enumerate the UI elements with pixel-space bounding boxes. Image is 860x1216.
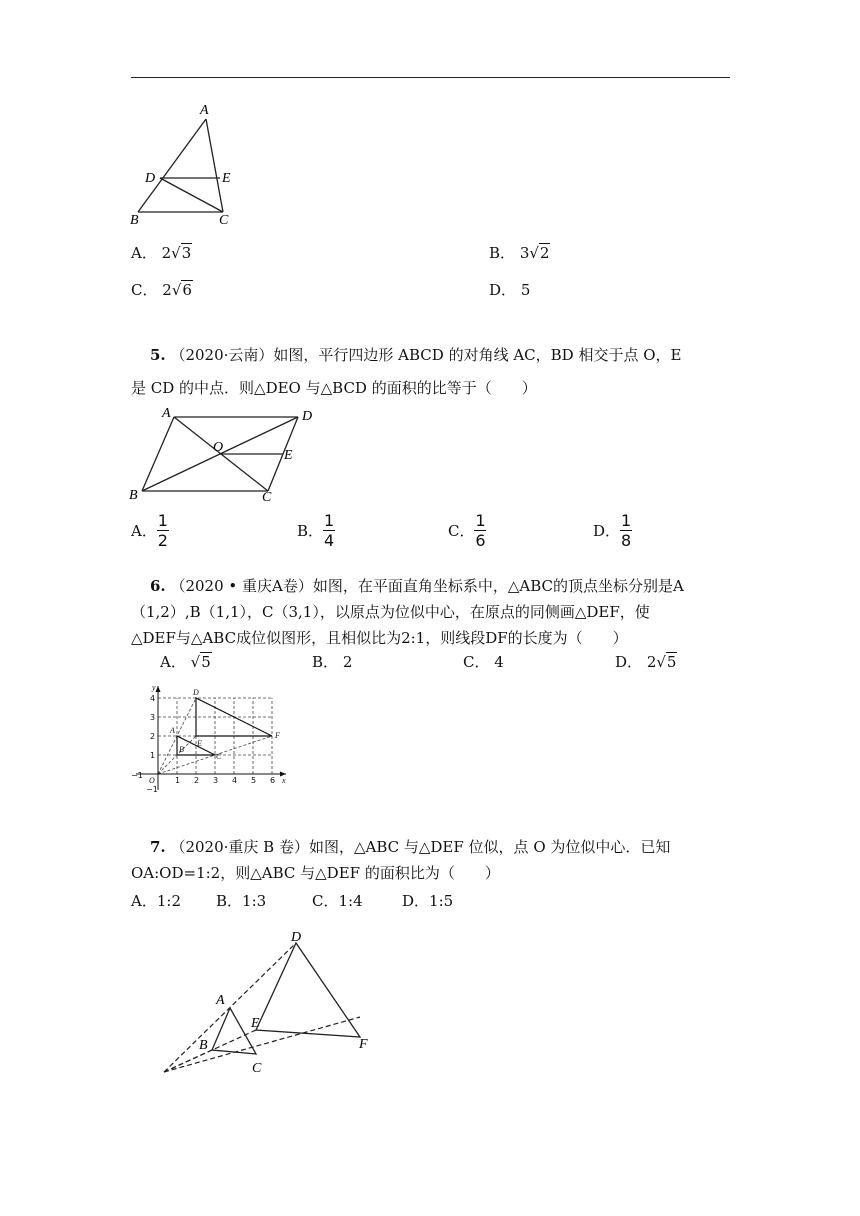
q4-option-d: D． 5: [489, 281, 531, 299]
q7-label-a: A: [216, 993, 225, 1008]
q5-label-a: A: [162, 406, 171, 421]
q4-label-d: D: [145, 171, 156, 186]
q4-label-a: A: [200, 103, 209, 118]
q5-option-c: C． $\frac{1}{6}$: [448, 511, 486, 550]
q4-triangle-figure: [128, 100, 248, 228]
q6-ytick-4: 4: [150, 694, 156, 703]
q6-x-axis-label: x: [282, 776, 286, 785]
q7-stem-line2: OA:OD=1:2，则△ABC 与△DEF 的面积比为（ ）: [131, 864, 500, 882]
q6-point-f: F: [275, 731, 280, 740]
q4-option-c: C． 2√6: [131, 281, 192, 299]
q7-label-e: E: [251, 1016, 260, 1031]
q6-y-axis-label: y: [152, 683, 156, 692]
q7-homothety-figure: [150, 920, 390, 1085]
q4-label-e: E: [222, 171, 231, 186]
q7-label-d: D: [291, 930, 302, 945]
q7-label-b: B: [199, 1038, 208, 1053]
header-rule: [131, 77, 730, 78]
q6-xtick-4: 4: [232, 776, 238, 785]
q5-stem: 5. （2020·云南）如图，平行四边形 ABCD 的对角线 AC，BD 相交于点 O，E: [150, 346, 682, 364]
q5-label-d: D: [302, 409, 313, 424]
q6-point-a: A: [170, 726, 175, 735]
q6-point-e: E: [197, 739, 202, 748]
q6-xtick-6: 6: [270, 776, 276, 785]
q6-xtick-3: 3: [213, 776, 219, 785]
q6-point-d: D: [193, 688, 199, 697]
q6-option-a: A． √5: [160, 653, 211, 671]
q5-option-b: B． $\frac{1}{4}$: [297, 511, 335, 550]
q7-option-c: C．1:4: [312, 892, 363, 910]
q5-label-c: C: [262, 490, 272, 505]
q7-stem-line1: 7. （2020·重庆 B 卷）如图，△ABC 与△DEF 位似，点 O 为位似中心．已知: [150, 838, 671, 856]
q7-option-a: A．1:2: [131, 892, 181, 910]
q6-option-c: C． 4: [463, 653, 504, 671]
q6-point-b: B: [179, 745, 184, 754]
q6-stem-line3: △DEF与△ABC成位似图形，且相似比为2:1，则线段DF的长度为（ ）: [131, 629, 628, 647]
q6-origin-label: O: [149, 776, 155, 785]
q6-stem-line2: （1,2）,B（1,1），C（3,1），以原点为位似中心，在原点的同侧画△DEF，使: [131, 603, 650, 621]
q6-xtick-2: 2: [194, 776, 200, 785]
q6-ytick-3: 3: [150, 713, 156, 722]
q6-point-c: C: [216, 752, 222, 761]
q5-label-o: O: [213, 440, 224, 455]
q4-option-a: A． 2√3: [131, 244, 192, 262]
q7-option-d: D．1:5: [402, 892, 454, 910]
q6-xtick-neg1: −1: [131, 771, 143, 780]
q6-xtick-5: 5: [251, 776, 257, 785]
q6-ytick-2: 2: [150, 732, 156, 741]
q6-option-d: D． 2√5: [615, 653, 677, 671]
q6-ytick-neg1: −1: [146, 785, 158, 794]
q5-option-a: A． $\frac{1}{2}$: [131, 511, 168, 550]
q5-label-e: E: [284, 448, 293, 463]
q7-option-b: B．1:3: [216, 892, 267, 910]
q6-option-b: B． 2: [312, 653, 353, 671]
q6-coordinate-figure: [130, 676, 300, 798]
q5-label-b: B: [129, 488, 138, 503]
q6-ytick-1: 1: [150, 751, 156, 760]
q7-label-c: C: [252, 1061, 262, 1076]
q6-xtick-1: 1: [175, 776, 181, 785]
q4-option-b: B． 3√2: [489, 244, 550, 262]
q6-stem-line1: 6. （2020 • 重庆A卷）如图，在平面直角坐标系中，△ABC的顶点坐标分别是A: [150, 577, 684, 595]
q5-stem-line2: 是 CD 的中点．则△DEO 与△BCD 的面积的比等于（ ）: [131, 379, 537, 397]
q4-label-c: C: [219, 213, 229, 228]
q5-parallelogram-figure: [126, 405, 326, 505]
q7-label-f: F: [359, 1037, 368, 1052]
q5-option-d: D． $\frac{1}{8}$: [593, 511, 632, 550]
q4-label-b: B: [130, 213, 139, 228]
